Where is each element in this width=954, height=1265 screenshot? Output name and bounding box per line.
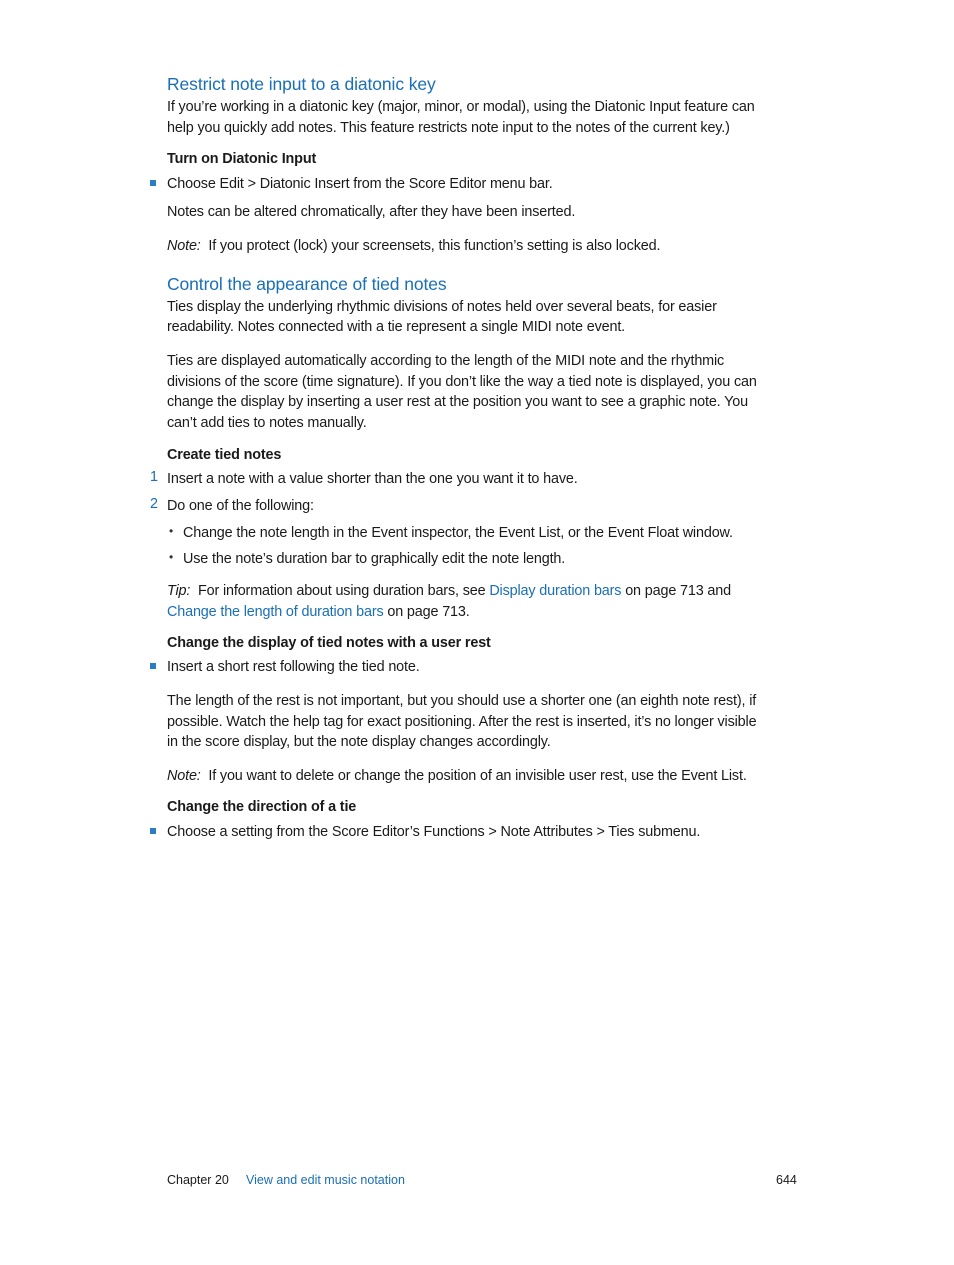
- body-line: in the score display, but the note display changes accordingly.: [167, 734, 551, 750]
- task-step: Insert a short rest following the tied note.: [167, 659, 420, 675]
- tip-label: Tip:: [167, 583, 191, 599]
- step-text: Insert a note with a value shorter than the one you want it to have.: [167, 471, 578, 487]
- sub-bullet: Use the note’s duration bar to graphically edit the note length.: [183, 551, 566, 567]
- bullet-dot-icon: •: [169, 524, 174, 538]
- task-title-diatonic: Turn on Diatonic Input: [167, 151, 317, 167]
- step-text: Do one of the following:: [167, 498, 314, 514]
- task-title-user-rest: Change the display of tied notes with a user rest: [167, 635, 491, 651]
- body-line: Ties are displayed automatically according to the length of the MIDI note and the rhythmic: [167, 353, 725, 369]
- step-number: 1: [150, 469, 159, 485]
- bullet-dot-icon: •: [169, 550, 174, 564]
- bullet-square-icon: [150, 180, 156, 186]
- tip-paragraph: [167, 581, 797, 622]
- intro-line: help you quickly add notes. This feature restricts note input to the notes of the current key.): [167, 120, 730, 136]
- body-line: The length of the rest is not important, but you should use a shorter one (an eighth note rest), if: [167, 693, 757, 709]
- body-line: divisions of the score (time signature). If you don’t like the way a tied note is displayed, you can: [167, 374, 757, 390]
- note-text: If you want to delete or change the position of an invisible user rest, use the Event List.: [208, 768, 747, 784]
- task-step: Choose a setting from the Score Editor’s Functions > Note Attributes > Ties submenu.: [167, 824, 701, 840]
- note-label: Note:: [167, 768, 201, 784]
- body-line: readability. Notes connected with a tie represent a single MIDI note event.: [167, 319, 626, 335]
- link-display-duration-bars[interactable]: Display duration bars: [489, 583, 622, 599]
- section-heading-diatonic: Restrict note input to a diatonic key: [167, 74, 436, 94]
- task-title-create-tied: Create tied notes: [167, 447, 282, 463]
- note-label: Note:: [167, 238, 201, 254]
- footer-chapter-link[interactable]: View and edit music notation: [246, 1173, 405, 1187]
- tip-text: on page 713 and: [625, 583, 731, 599]
- intro-line: If you’re working in a diatonic key (major, minor, or modal), using the Diatonic Input feature can: [167, 99, 755, 115]
- note-paragraph: [167, 236, 797, 257]
- note-text: If you protect (lock) your screensets, this function’s setting is also locked.: [208, 238, 661, 254]
- note-paragraph: [167, 766, 797, 787]
- section-heading-ties: Control the appearance of tied notes: [167, 274, 447, 294]
- tip-text: For information about using duration bars, see: [197, 583, 486, 599]
- body-line: can’t add ties to notes manually.: [167, 415, 367, 431]
- followup-text: Notes can be altered chromatically, after they have been inserted.: [167, 204, 576, 220]
- sub-bullet: Change the note length in the Event inspector, the Event List, or the Event Float window.: [183, 525, 733, 541]
- bullet-square-icon: [150, 663, 156, 669]
- bullet-square-icon: [150, 828, 156, 834]
- task-title-tie-direction: Change the direction of a tie: [167, 799, 357, 815]
- step-number: 2: [150, 496, 159, 512]
- link-change-length-duration-bars[interactable]: Change the length of duration bars: [167, 603, 384, 620]
- task-step: Choose Edit > Diatonic Insert from the Score Editor menu bar.: [167, 176, 553, 192]
- body-line: possible. Watch the help tag for exact positioning. After the rest is inserted, it’s no longer visible: [167, 714, 757, 730]
- tip-text: on page 713.: [387, 603, 470, 620]
- footer-chapter-label: Chapter 20: [167, 1173, 229, 1187]
- body-line: change the display by inserting a user rest at the position you want to see a graphic note. You: [167, 394, 748, 410]
- body-line: Ties display the underlying rhythmic divisions of notes held over several beats, for easier: [167, 299, 717, 315]
- footer-page-number: 644: [776, 1173, 797, 1187]
